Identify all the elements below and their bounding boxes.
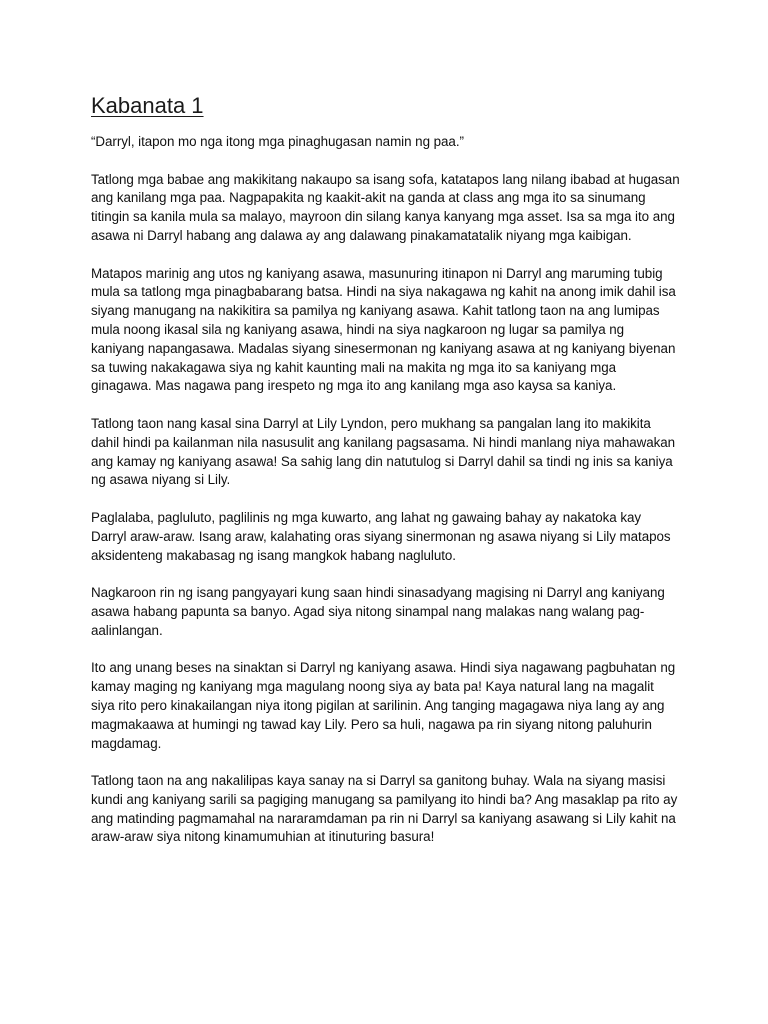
paragraph-6: Nagkaroon rin ng isang pangyayari kung saan hindi sinasadyang magising ni Darryl ang kaniyang asawa habang papunta sa banyo. Agad siya nitong sinampal nang malakas nang walang pag-aalinlangan. [91, 585, 665, 638]
chapter-title: Kabanata 1 [91, 93, 204, 118]
paragraph-4: Tatlong taon nang kasal sina Darryl at Lily Lyndon, pero mukhang sa pangalan lang ito makikita dahil hindi pa kailanman nila nasusulit ang kanilang pagsasama. Ni hindi manlang niya mahawakan ang kamay ng kaniyang asawa! Sa sahig lang din natutulog si Darryl dahil sa tindi ng inis sa kaniya ng asawa niyang si Lily. [91, 415, 676, 488]
paragraph-8: Tatlong taon na ang nakalilipas kaya sanay na si Darryl sa ganitong buhay. Wala na siyang masisi kundi ang kaniyang sarili sa pagiging manugang sa pamilyang ito hindi ba? Ang masaklap pa rito ay ang matinding pagmamahal na nararamdaman pa rin ni Darryl sa kaniyang asawang si Lily kahit na araw-araw siya nitong kinamumuhian at itinuturing basura! [91, 773, 678, 845]
paragraph-1: “Darryl, itapon mo nga itong mga pinaghugasan namin ng paa.” [91, 134, 464, 149]
paragraph-2: Tatlong mga babae ang makikitang nakaupo sa isang sofa, katatapos lang nilang ibabad at hugasan ang kanilang mga paa. Nagpapakita ng kaakit-akit na ganda at class ang mga ito sa sinumang titingin sa kanila mula sa malayo, mayroon din silang kanya kanyang mga asset. Isa sa mga ito ang asawa ni Darryl habang ang dalawa ay ang dalawang pinakamatatalik niyang mga kaibigan. [91, 171, 680, 243]
paragraph-7: Ito ang unang beses na sinaktan si Darryl ng kaniyang asawa. Hindi siya nagawang pagbuhatan ng kamay maging ng kaniyang mga magulang noong siya ay bata pa! Kaya natural lang na magalit siya rito pero kinakailangan niya itong pigilan at sarilinin. Ang tanging magagawa niya lang ay ang magmakaawa at humingi ng tawad kay Lily. Pero sa huli, nagawa pa rin siyang nitong paluhurin magdamag. [91, 660, 676, 751]
paragraph-3: Matapos marinig ang utos ng kaniyang asawa, masunuring itinapon ni Darryl ang maruming tubig mula sa tatlong mga pinagbabarang batsa. Hindi na siya nakagawa ng kahit na anong imik dahil isa siyang manugang na nakikitira sa pamilya ng kaniyang asawa. Kahit tatlong taon na ang lumipas mula noong ikasal sila ng kaniyang asawa, hindi na siya nagkaroon ng lugar sa pamilya ng kaniyang napangasawa. Madalas siyang sinesermonan ng kaniyang asawa at ng kaniyang biyenan sa tuwing nakakagawa siya ng kahit kaunting mali na makita ng mga ito sa kaniyang mga ginagawa. Mas nagawa pang irespeto ng mga ito ang kanilang mga aso kaysa sa kaniya. [91, 265, 676, 394]
paragraph-5: Paglalaba, pagluluto, paglilinis ng mga kuwarto, ang lahat ng gawaing bahay ay nakatoka kay Darryl araw-araw. Isang araw, kalahating oras siyang sinermonan ng asawa niyang si Lily matapos aksidenteng makabasag ng isang mangkok habang nagluluto. [91, 509, 671, 563]
